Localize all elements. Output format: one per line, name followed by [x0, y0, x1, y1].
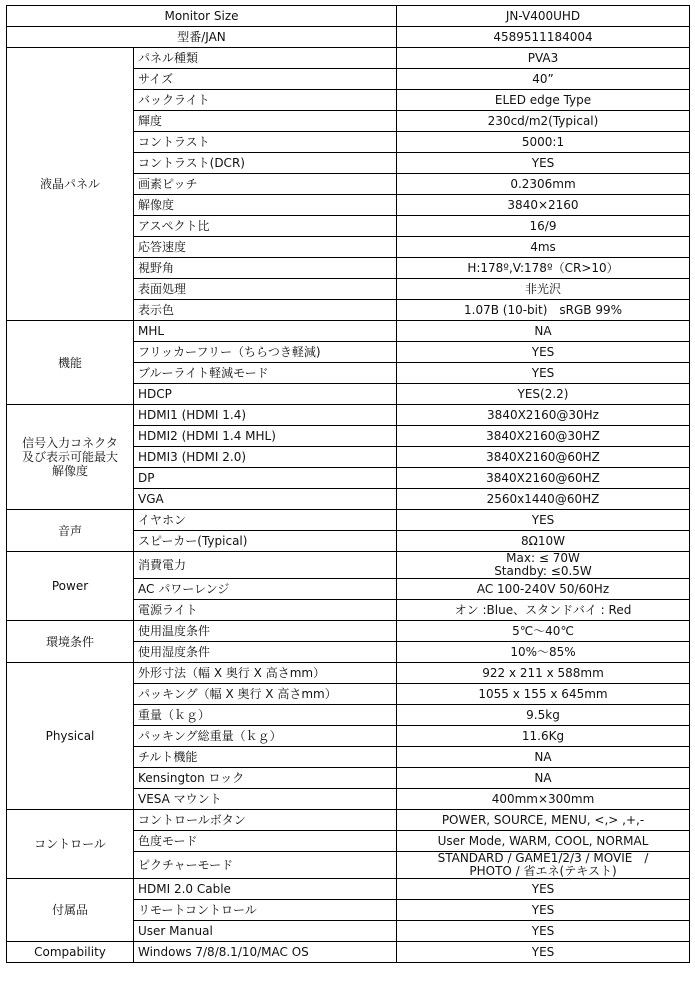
- item-cell: 電源ライト: [134, 600, 397, 621]
- item-cell: VGA: [134, 489, 397, 510]
- spec-row: [7, 510, 690, 531]
- category-cell: 付属品: [7, 879, 134, 942]
- spec-row: [7, 621, 690, 642]
- item-cell: 使用湿度条件: [134, 642, 397, 663]
- item-cell: 表示色: [134, 300, 397, 321]
- item-cell: DP: [134, 468, 397, 489]
- header-row-model: [7, 6, 690, 27]
- header-label: Monitor Size: [7, 6, 397, 27]
- value-cell: NA: [397, 747, 690, 768]
- item-cell: 重量（ｋｇ）: [134, 705, 397, 726]
- spec-row: [7, 48, 690, 69]
- value-cell: YES(2.2): [397, 384, 690, 405]
- value-cell: 1055 x 155 x 645mm: [397, 684, 690, 705]
- category-cell: Physical: [7, 663, 134, 810]
- spec-table: [6, 5, 690, 963]
- value-cell: 3840X2160@60HZ: [397, 447, 690, 468]
- item-cell: コントラスト(DCR): [134, 153, 397, 174]
- item-cell: Kensington ロック: [134, 768, 397, 789]
- spec-row: [7, 405, 690, 426]
- item-cell: バックライト: [134, 90, 397, 111]
- value-cell: 2560x1440@60HZ: [397, 489, 690, 510]
- category-cell: 音声: [7, 510, 134, 552]
- value-cell: 0.2306mm: [397, 174, 690, 195]
- category-cell: Compability: [7, 942, 134, 963]
- item-cell: リモートコントロール: [134, 900, 397, 921]
- category-cell: Power: [7, 552, 134, 621]
- value-cell: 5℃～40℃: [397, 621, 690, 642]
- item-cell: 輝度: [134, 111, 397, 132]
- value-cell: 16/9: [397, 216, 690, 237]
- value-cell: 3840X2160@30Hz: [397, 405, 690, 426]
- category-cell: 信号入力コネクタ及び表示可能最大解像度: [7, 405, 134, 510]
- value-cell: 5000:1: [397, 132, 690, 153]
- value-cell: 1.07B (10-bit) sRGB 99%: [397, 300, 690, 321]
- value-cell: YES: [397, 363, 690, 384]
- item-cell: HDMI2 (HDMI 1.4 MHL): [134, 426, 397, 447]
- header-value: JN-V400UHD: [397, 6, 690, 27]
- category-cell: 液晶パネル: [7, 48, 134, 321]
- item-cell: HDMI 2.0 Cable: [134, 879, 397, 900]
- value-cell: 40”: [397, 69, 690, 90]
- value-cell: PVA3: [397, 48, 690, 69]
- value-line: STANDARD / GAME1/2/3 / MOVIE /: [437, 851, 649, 865]
- item-cell: ブルーライト軽減モード: [134, 363, 397, 384]
- value-cell: NA: [397, 321, 690, 342]
- item-cell: パネル種類: [134, 48, 397, 69]
- value-line: Max: ≤ 70W: [506, 551, 580, 565]
- item-cell: AC パワーレンジ: [134, 579, 397, 600]
- spec-row: [7, 663, 690, 684]
- item-cell: 解像度: [134, 195, 397, 216]
- spec-row: [7, 942, 690, 963]
- value-cell: ELED edge Type: [397, 90, 690, 111]
- item-cell: パッキング（幅 X 奥行 X 高さmm）: [134, 684, 397, 705]
- value-cell: 10%～85%: [397, 642, 690, 663]
- value-cell: YES: [397, 342, 690, 363]
- item-cell: 表面処理: [134, 279, 397, 300]
- item-cell: HDMI3 (HDMI 2.0): [134, 447, 397, 468]
- value-cell: 922 x 211 x 588mm: [397, 663, 690, 684]
- category-cell: 環境条件: [7, 621, 134, 663]
- value-cell: YES: [397, 900, 690, 921]
- value-cell: 3840X2160@60HZ: [397, 468, 690, 489]
- value-line: Standby: ≤0.5W: [494, 564, 592, 578]
- item-cell: スピーカー(Typical): [134, 531, 397, 552]
- value-cell: 9.5kg: [397, 705, 690, 726]
- item-cell: VESA マウント: [134, 789, 397, 810]
- item-cell: HDMI1 (HDMI 1.4): [134, 405, 397, 426]
- value-cell: YES: [397, 153, 690, 174]
- item-cell: 消費電力: [134, 552, 397, 579]
- category-cell: コントロール: [7, 810, 134, 879]
- value-cell: User Mode, WARM, COOL, NORMAL: [397, 831, 690, 852]
- value-cell: POWER, SOURCE, MENU, <,> ,+,-: [397, 810, 690, 831]
- value-cell: 11.6Kg: [397, 726, 690, 747]
- value-cell: [397, 852, 690, 879]
- value-cell: YES: [397, 942, 690, 963]
- item-cell: イヤホン: [134, 510, 397, 531]
- value-cell: 非光沢: [397, 279, 690, 300]
- value-cell: 230cd/m2(Typical): [397, 111, 690, 132]
- item-cell: HDCP: [134, 384, 397, 405]
- value-cell: 8Ω10W: [397, 531, 690, 552]
- header-label: 型番/JAN: [7, 27, 397, 48]
- item-cell: サイズ: [134, 69, 397, 90]
- item-cell: フリッカーフリー（ちらつき軽減): [134, 342, 397, 363]
- spec-table-body: [7, 6, 690, 963]
- value-cell: [397, 552, 690, 579]
- item-cell: パッキング総重量（ｋｇ）: [134, 726, 397, 747]
- item-cell: コントロールボタン: [134, 810, 397, 831]
- category-cell: 機能: [7, 321, 134, 405]
- item-cell: 応答速度: [134, 237, 397, 258]
- value-cell: 3840X2160@30HZ: [397, 426, 690, 447]
- value-cell: H:178º,V:178º（CR>10）: [397, 258, 690, 279]
- item-cell: MHL: [134, 321, 397, 342]
- item-cell: Windows 7/8/8.1/10/MAC OS: [134, 942, 397, 963]
- value-cell: YES: [397, 921, 690, 942]
- spec-sheet: [6, 5, 689, 963]
- item-cell: ピクチャーモード: [134, 852, 397, 879]
- value-cell: YES: [397, 510, 690, 531]
- item-cell: 視野角: [134, 258, 397, 279]
- spec-row: [7, 321, 690, 342]
- value-cell: 4ms: [397, 237, 690, 258]
- value-cell: 400mm×300mm: [397, 789, 690, 810]
- value-cell: NA: [397, 768, 690, 789]
- header-row-jan: [7, 27, 690, 48]
- value-cell: 3840×2160: [397, 195, 690, 216]
- header-value: 4589511184004: [397, 27, 690, 48]
- value-cell: オン :Blue、スタンドバイ : Red: [397, 600, 690, 621]
- value-cell: AC 100-240V 50/60Hz: [397, 579, 690, 600]
- item-cell: 色度モード: [134, 831, 397, 852]
- item-cell: チルト機能: [134, 747, 397, 768]
- spec-row: [7, 810, 690, 831]
- spec-row: [7, 879, 690, 900]
- item-cell: コントラスト: [134, 132, 397, 153]
- item-cell: 画素ピッチ: [134, 174, 397, 195]
- item-cell: 使用温度条件: [134, 621, 397, 642]
- value-cell: YES: [397, 879, 690, 900]
- spec-row: [7, 552, 690, 579]
- item-cell: アスペクト比: [134, 216, 397, 237]
- item-cell: 外形寸法（幅 X 奥行 X 高さmm）: [134, 663, 397, 684]
- value-line: PHOTO / 省エネ(テキスト): [469, 864, 617, 878]
- item-cell: User Manual: [134, 921, 397, 942]
